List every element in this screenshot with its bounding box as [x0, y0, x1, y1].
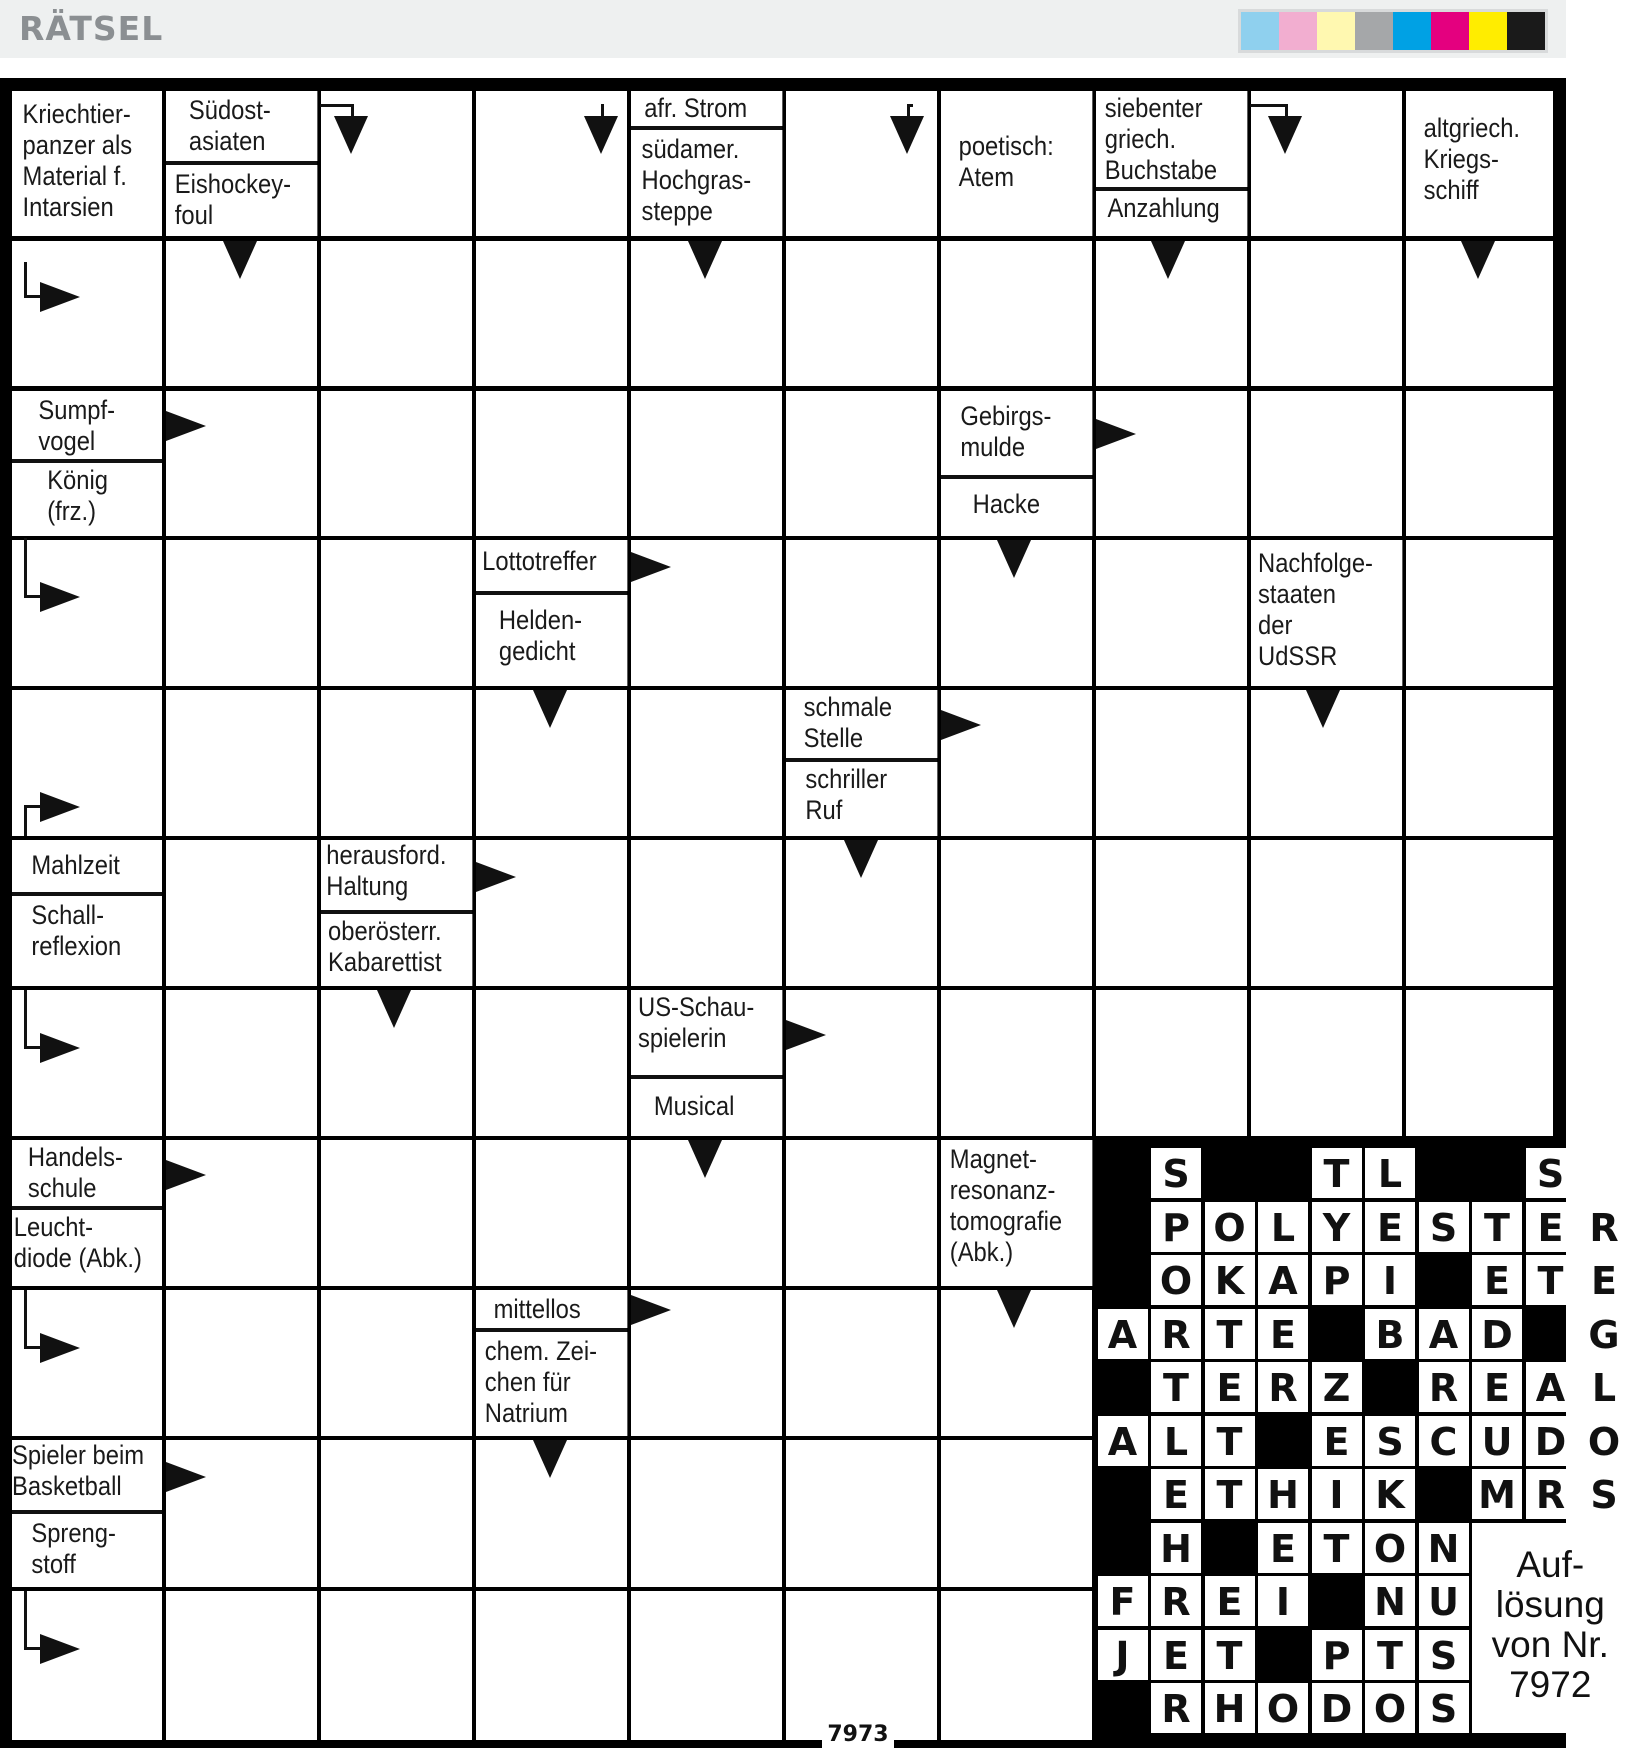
solution-letter-r10-c3: D	[1312, 1683, 1362, 1733]
grid-cell-r6-c7[interactable]	[1096, 990, 1247, 1136]
solution-letter-r9-c3: P	[1312, 1630, 1362, 1680]
solution-letter-r10-c2: O	[1258, 1683, 1308, 1733]
color-swatch-7	[1507, 12, 1545, 50]
solution-letter-r6-c2: H	[1258, 1469, 1308, 1519]
clue-usschau: US-Schau- spielerin	[631, 990, 782, 1075]
solution-letter-r4-c2: R	[1258, 1362, 1308, 1412]
solution-letter-r4-c8: L	[1579, 1362, 1629, 1412]
clue-schallreflexion: Schall- reflexion	[12, 896, 162, 986]
grid-cell-r3-c9[interactable]	[1406, 540, 1553, 686]
solution-letter-r0-c4: L	[1365, 1148, 1415, 1198]
clue-sprengstoff: Spreng- stoff	[12, 1514, 162, 1587]
right-arrow-icon-14	[786, 1020, 826, 1050]
clue-koenig: König (frz.)	[12, 463, 162, 536]
solution-letter-r8-c0: R	[1151, 1576, 1201, 1626]
clue-afr_strom: afr. Strom	[631, 91, 782, 126]
right-arrow-icon-7	[631, 552, 671, 582]
solution-letter-r6-c6: M	[1472, 1469, 1522, 1519]
grid-cell-r3-c2[interactable]	[321, 540, 472, 686]
bent-down-arrow-head-3	[1268, 116, 1302, 154]
solution-letter-r8-pre: F	[1098, 1576, 1148, 1626]
right-arrow-icon-5	[1096, 419, 1136, 449]
clue-spieler: Spieler beim Basketball	[12, 1440, 162, 1510]
solution-letter-r1-c8: R	[1579, 1202, 1629, 1252]
solution-letter-r2-c7: T	[1526, 1255, 1576, 1305]
clue-mahlzeit: Mahlzeit	[12, 840, 162, 892]
solution-letter-r5-c3: E	[1312, 1416, 1362, 1466]
section-title: RÄTSEL	[19, 9, 164, 48]
solution-letter-r3-c1: T	[1205, 1309, 1255, 1359]
solution-letter-r9-c4: T	[1365, 1630, 1415, 1680]
clue-altgriech: altgriech. Kriegs- schiff	[1406, 91, 1553, 236]
solution-letter-r2-c6: E	[1472, 1255, 1522, 1305]
solution-letter-r2-c3: P	[1312, 1255, 1362, 1305]
clue-magnet: Magnet- resonanz- tomografie (Abk.)	[941, 1140, 1092, 1286]
grid-cell-r2-c9[interactable]	[1406, 391, 1553, 536]
color-swatch-5	[1431, 12, 1469, 50]
clue-suedamer: südamer. Hochgras- steppe	[631, 130, 782, 236]
solution-letter-r3-c2: E	[1258, 1309, 1308, 1359]
clue-chemzeichen: chem. Zei- chen für Natrium	[476, 1332, 627, 1436]
down-arrow-icon-15	[688, 1140, 722, 1178]
grid-cell-r7-c3[interactable]	[476, 1140, 627, 1286]
solution-letter-r6-c7: R	[1526, 1469, 1576, 1519]
clue-mittellos: mittellos	[476, 1290, 627, 1328]
grid-cell-r4-c1[interactable]	[166, 690, 317, 836]
solution-letter-r1-c3: Y	[1312, 1202, 1362, 1252]
grid-cell-r7-c5[interactable]	[786, 1140, 937, 1286]
solution-letter-r5-pre: A	[1098, 1416, 1148, 1466]
clue-herausford: herausford. Haltung	[321, 840, 472, 910]
bent-down-arrow-head-1	[584, 116, 618, 154]
bent-arrow-head-3	[40, 1033, 80, 1063]
solution-letter-r5-c0: L	[1151, 1416, 1201, 1466]
bent-arrow-head-4	[40, 1333, 80, 1363]
grid-cell-r4-c9[interactable]	[1406, 690, 1553, 836]
grid-cell-r9-c5[interactable]	[786, 1440, 937, 1587]
color-swatch-2	[1317, 12, 1355, 50]
down-arrow-icon-2	[1151, 241, 1185, 279]
clue-heldengedicht: Helden- gedicht	[476, 595, 627, 686]
grid-cell-r8-c2[interactable]	[321, 1290, 472, 1436]
down-arrow-icon-6	[997, 540, 1031, 578]
grid-cell-r6-c9[interactable]	[1406, 990, 1553, 1136]
down-arrow-icon-3	[1461, 241, 1495, 279]
solution-letter-r5-c8: O	[1579, 1416, 1629, 1466]
grid-cell-r10-c1[interactable]	[166, 1591, 317, 1740]
grid-cell-r2-c4[interactable]	[631, 391, 782, 536]
grid-cell-r9-c4[interactable]	[631, 1440, 782, 1587]
clue-musical: Musical	[631, 1079, 782, 1136]
grid-cell-r6-c1[interactable]	[166, 990, 317, 1136]
color-swatch-6	[1469, 12, 1507, 50]
solution-letter-r3-c6: D	[1472, 1309, 1522, 1359]
solution-letter-r1-c1: O	[1205, 1202, 1255, 1252]
solution-letter-r4-c7: A	[1526, 1362, 1576, 1412]
clue-oberoesterr: oberösterr. Kabarettist	[321, 914, 472, 986]
grid-cell-r1-c8[interactable]	[1251, 241, 1402, 386]
solution-letter-r7-c3: T	[1312, 1523, 1362, 1573]
solution-letter-r1-c6: T	[1472, 1202, 1522, 1252]
solution-letter-r4-c3: Z	[1312, 1362, 1362, 1412]
solution-letter-r5-c6: U	[1472, 1416, 1522, 1466]
clue-handelsschule: Handels- schule	[12, 1140, 162, 1206]
bent-arrow-head-2	[40, 792, 80, 822]
solution-letter-r10-c0: R	[1151, 1683, 1201, 1733]
color-swatch-0	[1241, 12, 1279, 50]
solution-letter-r4-c1: E	[1205, 1362, 1255, 1412]
grid-cell-r10-c6[interactable]	[941, 1591, 1092, 1740]
solution-letter-r6-c0: E	[1151, 1469, 1201, 1519]
grid-cell-r0-c3[interactable]	[476, 91, 627, 236]
clue-anzahlung: Anzahlung	[1096, 191, 1247, 236]
solution-letter-r6-c3: I	[1312, 1469, 1362, 1519]
solution-letter-r4-c5: R	[1419, 1362, 1469, 1412]
solution-letter-r7-c2: E	[1258, 1523, 1308, 1573]
right-arrow-icon-18	[631, 1295, 671, 1325]
grid-cell-r5-c9[interactable]	[1406, 840, 1553, 986]
grid-cell-r7-c2[interactable]	[321, 1140, 472, 1286]
grid-cell-r5-c6[interactable]	[941, 840, 1092, 986]
down-arrow-icon-13	[377, 990, 411, 1028]
grid-cell-r1-c3[interactable]	[476, 241, 627, 386]
grid-cell-r3-c1[interactable]	[166, 540, 317, 686]
solution-letter-r8-c2: I	[1258, 1576, 1308, 1626]
grid-cell-r2-c8[interactable]	[1251, 391, 1402, 536]
grid-cell-r4-c4[interactable]	[631, 690, 782, 836]
clue-poetisch: poetisch: Atem	[941, 91, 1092, 236]
grid-cell-r2-c2[interactable]	[321, 391, 472, 536]
bent-arrow-head-5	[40, 1634, 80, 1664]
solution-letter-r2-c2: A	[1258, 1255, 1308, 1305]
solution-grid	[1093, 1137, 1621, 1735]
grid-cell-r5-c7[interactable]	[1096, 840, 1247, 986]
solution-letter-r3-c5: A	[1419, 1309, 1469, 1359]
solution-letter-r2-c1: K	[1205, 1255, 1255, 1305]
bent-down-arrow-head-2	[890, 116, 924, 154]
grid-cell-r8-c1[interactable]	[166, 1290, 317, 1436]
right-arrow-icon-16	[166, 1160, 206, 1190]
solution-letter-r2-c8: E	[1579, 1255, 1629, 1305]
solution-letter-r0-c7: S	[1526, 1148, 1576, 1198]
grid-cell-r10-c4[interactable]	[631, 1591, 782, 1740]
solution-letter-r5-c5: C	[1419, 1416, 1469, 1466]
grid-cell-r5-c4[interactable]	[631, 840, 782, 986]
clue-siebenter: siebenter griech. Buchstabe	[1096, 91, 1247, 187]
solution-letter-r5-c1: T	[1205, 1416, 1255, 1466]
clue-hacke: Hacke	[941, 479, 1092, 536]
solution-letter-r6-c1: T	[1205, 1469, 1255, 1519]
color-swatch-4	[1393, 12, 1431, 50]
solution-letter-r4-c6: E	[1472, 1362, 1522, 1412]
right-arrow-icon-10	[941, 710, 981, 740]
solution-letter-r7-c0: H	[1151, 1523, 1201, 1573]
solution-letter-r0-c0: S	[1151, 1148, 1201, 1198]
solution-letter-r10-c5: S	[1419, 1683, 1469, 1733]
solution-letter-r8-c5: U	[1419, 1576, 1469, 1626]
solution-letter-r9-c5: S	[1419, 1630, 1469, 1680]
grid-cell-r2-c3[interactable]	[476, 391, 627, 536]
down-arrow-icon-11	[844, 840, 878, 878]
solution-letter-r5-c4: S	[1365, 1416, 1415, 1466]
solution-letter-r1-c0: P	[1151, 1202, 1201, 1252]
right-arrow-icon-12	[476, 862, 516, 892]
clue-nachfolgestaaten: Nachfolge- staaten der UdSSR	[1251, 540, 1402, 686]
grid-cell-r6-c6[interactable]	[941, 990, 1092, 1136]
bent-arrow-head-0	[40, 282, 80, 312]
solution-letter-r7-c4: O	[1365, 1523, 1415, 1573]
grid-cell-r1-c2[interactable]	[321, 241, 472, 386]
grid-cell-r10-c5[interactable]	[786, 1591, 937, 1740]
grid-cell-r8-c5[interactable]	[786, 1290, 937, 1436]
right-arrow-icon-20	[166, 1462, 206, 1492]
down-arrow-icon-1	[688, 241, 722, 279]
solution-letter-r1-c5: S	[1419, 1202, 1469, 1252]
solution-letter-r2-c4: I	[1365, 1255, 1415, 1305]
solution-letter-r4-c0: T	[1151, 1362, 1201, 1412]
solution-letter-r3-c4: B	[1365, 1309, 1415, 1359]
solution-letter-r9-c1: T	[1205, 1630, 1255, 1680]
bent-down-arrow-head-0	[334, 116, 368, 154]
bent-arrow-head-1	[40, 582, 80, 612]
down-arrow-icon-9	[1306, 690, 1340, 728]
down-arrow-icon-19	[533, 1440, 567, 1478]
clue-leuchtdiode: Leucht- diode (Abk.)	[12, 1210, 162, 1286]
solution-letter-r1-c2: L	[1258, 1202, 1308, 1252]
grid-cell-r10-c3[interactable]	[476, 1591, 627, 1740]
solution-letter-r2-c0: O	[1151, 1255, 1201, 1305]
solution-letter-r10-c4: O	[1365, 1683, 1415, 1733]
solution-letter-r3-pre: A	[1098, 1309, 1148, 1359]
solution-letter-r8-c4: N	[1365, 1576, 1415, 1626]
solution-letter-r3-c0: R	[1151, 1309, 1201, 1359]
solution-letter-r1-c4: E	[1365, 1202, 1415, 1252]
color-swatch-3	[1355, 12, 1393, 50]
clue-kriechtier: Kriechtier- panzer als Material f. Intarsien	[12, 91, 162, 236]
down-arrow-icon-17	[997, 1290, 1031, 1328]
solution-letter-r9-c0: E	[1151, 1630, 1201, 1680]
color-swatch-1	[1279, 12, 1317, 50]
solution-letter-r3-c8: G	[1579, 1309, 1629, 1359]
solution-letter-r6-c8: S	[1579, 1469, 1629, 1519]
grid-cell-r9-c2[interactable]	[321, 1440, 472, 1587]
grid-cell-r1-c6[interactable]	[941, 241, 1092, 386]
grid-cell-r2-c5[interactable]	[786, 391, 937, 536]
page-header	[0, 0, 1566, 58]
solution-letter-r7-c5: N	[1419, 1523, 1469, 1573]
grid-cell-r6-c3[interactable]	[476, 990, 627, 1136]
solution-letter-r9-pre: J	[1098, 1630, 1148, 1680]
clue-lottotreffer: Lottotreffer	[476, 540, 627, 591]
grid-cell-r5-c8[interactable]	[1251, 840, 1402, 986]
grid-cell-r2-c7[interactable]	[1096, 391, 1247, 536]
grid-cell-r1-c5[interactable]	[786, 241, 937, 386]
grid-cell-r5-c1[interactable]	[166, 840, 317, 986]
grid-cell-r10-c2[interactable]	[321, 1591, 472, 1740]
grid-cell-r4-c7[interactable]	[1096, 690, 1247, 836]
grid-cell-r0-c5[interactable]	[786, 91, 937, 236]
down-arrow-icon-8	[533, 690, 567, 728]
puzzle-number: 7973	[822, 1720, 894, 1748]
grid-cell-r9-c6[interactable]	[941, 1440, 1092, 1587]
solution-letter-r8-c1: E	[1205, 1576, 1255, 1626]
clue-eishockeyfoul: Eishockey- foul	[166, 165, 317, 236]
clue-schriller: schriller Ruf	[786, 762, 937, 836]
grid-cell-r4-c2[interactable]	[321, 690, 472, 836]
solution-letter-r10-c1: H	[1205, 1683, 1255, 1733]
solution-letter-r5-c7: D	[1526, 1416, 1576, 1466]
right-arrow-icon-4	[166, 411, 206, 441]
down-arrow-icon-0	[223, 241, 257, 279]
grid-cell-r3-c7[interactable]	[1096, 540, 1247, 686]
solution-letter-r1-c7: E	[1526, 1202, 1576, 1252]
grid-cell-r3-c5[interactable]	[786, 540, 937, 686]
print-color-bar	[1238, 9, 1548, 53]
clue-sumpfvogel: Sumpf- vogel	[12, 391, 162, 459]
clue-schmale: schmale Stelle	[786, 690, 937, 758]
solution-letter-r6-c4: K	[1365, 1469, 1415, 1519]
grid-cell-r6-c5[interactable]	[786, 990, 937, 1136]
solution-letter-r0-c3: T	[1312, 1148, 1362, 1198]
grid-cell-r6-c8[interactable]	[1251, 990, 1402, 1136]
clue-suedostasiaten: Südost- asiaten	[166, 91, 317, 161]
solution-label: Auf- lösung von Nr. 7972	[1472, 1523, 1629, 1733]
clue-gebirgsmulde: Gebirgs- mulde	[941, 391, 1092, 475]
